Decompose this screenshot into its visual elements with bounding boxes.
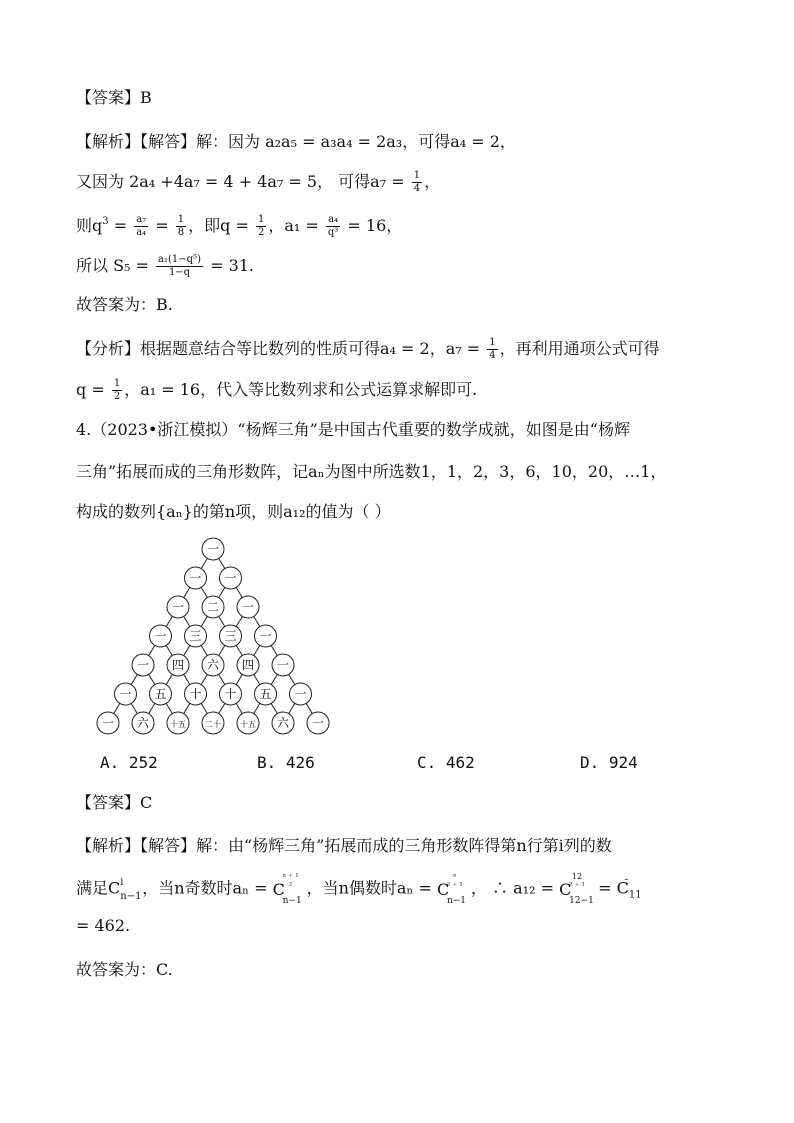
option-b: B. 426 — [257, 753, 315, 772]
solution-text: 【解析】【解答】解：因为 — [76, 132, 266, 151]
question-4-line-1: 4.（2023•浙江模拟）“杨辉三角”是中国古代重要的数学成就，如图是由“杨辉 — [76, 420, 630, 439]
triangle-node-label: 二十 — [205, 720, 221, 729]
triangle-node-label: 五 — [154, 687, 167, 701]
analysis-line-2: q = $\frac{1}{2}$ ，a₁ = 16，代入等比数列求和公式运算求解即可. — [76, 378, 478, 402]
combination-expression: C 12 ² ⁺ ¹ 12−1 — [559, 872, 594, 906]
triangle-node-label: 一 — [311, 716, 325, 730]
triangle-node-label: 一 — [241, 600, 255, 614]
conclusion-q3: 故答案为：B. — [76, 295, 173, 314]
equation: a₂a₅ = a₃a₄ = 2a₃ — [265, 132, 403, 151]
conclusion-q4: 故答案为：C. — [76, 960, 173, 979]
triangle-node-label: 十 — [224, 687, 237, 701]
solution-q4-line-2: 满足C i n−1 ，当n奇数时aₙ = C ⁿ ⁺ ¹ ² n−1 ，当n偶数时aₙ = C ⁿ ² ⁺ ¹ n−1 ， ∴ a₁₂ = C 12 ² ⁺ ¹ 12−1 = $C_{11}$ — [76, 872, 642, 906]
question-4-line-2: 三角”拓展而成的三角形数阵，记aₙ为图中所选数1，1，2，3，6，10，20，…1， — [76, 462, 667, 481]
triangle-node-label: 三 — [189, 629, 202, 643]
triangle-node-label: 一 — [136, 658, 150, 672]
triangle-node-label: 三 — [224, 629, 237, 643]
combination-expression: C ⁿ ⁺ ¹ ² n−1 — [272, 872, 302, 906]
fraction: $\frac{1}{2}$ — [113, 378, 121, 402]
triangle-node-label: 一 — [171, 600, 185, 614]
solution-q4-line-1: 【解析】【解答】解：由“杨辉三角”拓展而成的三角形数阵得第n行第i列的数 — [76, 836, 612, 855]
question-4-line-3: 构成的数列{aₙ}的第n项，则a₁₂的值为（ ） — [76, 502, 391, 521]
solution-line-4: 所以 S₅ = $\frac{\text{a₁(1−q⁵)}}{1-q}$ = 31. — [76, 254, 255, 278]
triangle-node-label: 一 — [189, 571, 202, 585]
triangle-node-label: 四 — [171, 658, 185, 672]
solution-line-1 — [76, 132, 516, 152]
combination-expression: C ⁿ ² ⁺ ¹ n−1 — [436, 872, 467, 906]
solution-line-2: 又因为 2a₄ +4a₇ = 4 + 4a₇ = 5， 可得a₇ = $\frac{1}{4}$ ， — [76, 170, 441, 194]
triangle-node-label: 十五 — [240, 720, 256, 729]
option-a: A. 252 — [100, 753, 158, 772]
triangle-node-label: 一 — [154, 629, 167, 643]
fraction: $\frac{1}{4}$ — [413, 170, 421, 194]
triangle-node-label: 一 — [224, 571, 237, 585]
option-d: D. 924 — [580, 753, 638, 772]
triangle-node-label: 五 — [259, 687, 272, 701]
triangle-node-label: 一 — [101, 716, 115, 730]
triangle-node-label: 一 — [206, 542, 220, 556]
triangle-node-label: 一 — [119, 687, 132, 701]
triangle-node-label: 十 — [189, 687, 202, 701]
answer-q4: 【答案】C — [76, 793, 153, 812]
triangle-node-label: 四 — [241, 658, 255, 672]
triangle-node-label: 十五 — [170, 720, 186, 729]
fraction: $\frac{\text{a₁(1−q⁵)}}{1-q}$ — [158, 254, 201, 278]
option-c: C. 462 — [417, 753, 475, 772]
triangle-node-label: 六 — [276, 716, 290, 730]
fraction: $\frac{\text{a₇}}{\text{a₄}}$ — [136, 214, 147, 238]
triangle-node-label: 二 — [206, 600, 220, 614]
triangle-node-label: 六 — [136, 716, 150, 730]
solution-text: 又因为 2a₄ +4a₇ = 4 + 4a₇ = 5， 可得a₇ = — [76, 172, 410, 191]
triangle-node-label: 六 — [206, 658, 220, 672]
triangle-node-label: 一 — [276, 658, 290, 672]
solution-q4-line-3: = 462. — [76, 916, 131, 935]
answer-q3: 【答案】B — [76, 88, 152, 107]
triangle-node-label: 一 — [259, 629, 272, 643]
fraction: $\frac{\text{a₄}}{\text{q³}}$ — [327, 214, 339, 238]
solution-text: ，可得a₄ = 2， — [402, 132, 516, 151]
fraction: $\frac{1}{8}$ — [177, 214, 185, 238]
yanghui-triangle-figure — [90, 536, 350, 742]
fraction: $\frac{1}{4}$ — [489, 337, 496, 361]
fraction: $\frac{1}{2}$ — [257, 214, 265, 238]
analysis-line-1: 【分析】根据题意结合等比数列的性质可得a₄ = 2，a₇ = $\frac{1}{4}$ ，再利用通项公式可得 — [76, 337, 660, 361]
triangle-node-label: 一 — [294, 687, 307, 701]
solution-line-3: 则$q^3$ = $\frac{\text{a₇}}{\text{a₄}}$ = $\frac{1}{8}$ ，即q = $\frac{1}{2}$ ，a₁ = $\frac{\text{a₄}}{\text{q³}}$ = 16， — [76, 214, 403, 238]
